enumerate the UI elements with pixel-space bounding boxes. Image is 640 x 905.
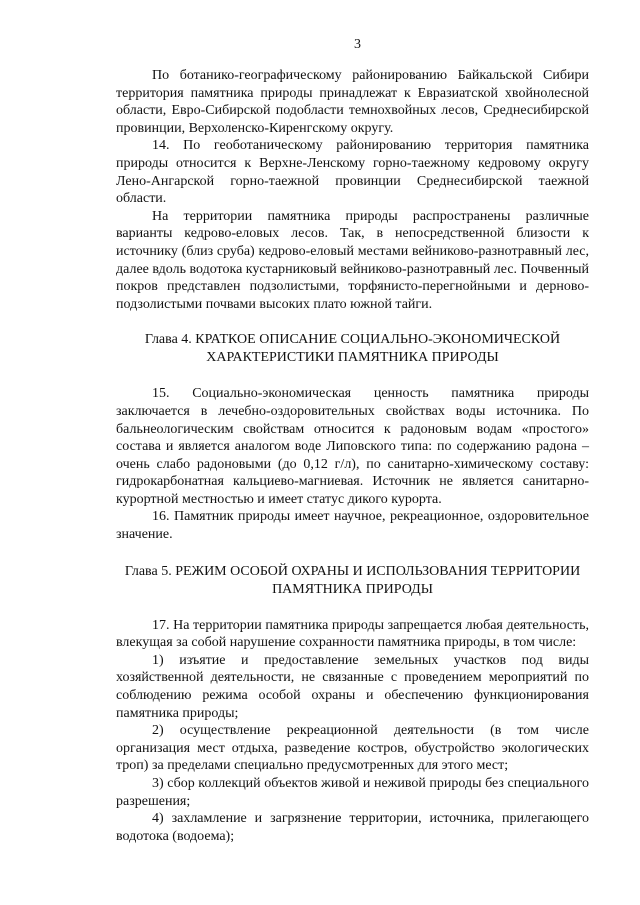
list-item-3: 3) сбор коллекций объектов живой и неживой природы без специального разрешения;: [116, 776, 589, 809]
chapter-5: [116, 563, 589, 846]
paragraph-vegetation: На территории памятника природы распространены различные варианты кедрово-еловых лесов. Так, в непосредственной близости к источнику (близ сруба) кедрово-еловый местами вейниково-разнотравный лес, далее вдоль водотока кустарниковый вейниково-разнотравный лес. Почвенный покров представлен подзолистыми, торфянисто-перегнойными и дерново-подзолистыми почвами высоких плато южной тайги.: [116, 208, 589, 312]
list-item-4: 4) захламление и загрязнение территории, источника, прилегающего водотока (водоема);: [116, 811, 589, 844]
intro-section: [116, 67, 589, 313]
list-item-2: 2) осуществление рекреационной деятельности (в том числе организация мест отдыха, разведение костров, обустройство экологических троп) за пределами специально предусмотренных для этого мест;: [116, 723, 589, 774]
page-number: 3: [354, 37, 361, 52]
chapter-4: [116, 331, 589, 543]
chapter-5-title-line-1: Глава 5. РЕЖИМ ОСОБОЙ ОХРАНЫ И ИСПОЛЬЗОВАНИЯ ТЕРРИТОРИИ: [124, 563, 581, 579]
chapter-4-title-line-1: Глава 4. КРАТКОЕ ОПИСАНИЕ СОЦИАЛЬНО-ЭКОНОМИЧЕСКОЙ: [144, 332, 561, 348]
paragraph-14-geobotanical: 14. По геоботаническому районированию территория памятника природы относится к Верхне-Ленскому горно-таежному кедровому округу Лено-Ангарской горно-таежной провинции Среднесибирской таежной области.: [116, 138, 589, 207]
list-item-1: 1) изъятие и предоставление земельных участков под виды хозяйственной деятельности, не связанные с проведением мероприятий по соблюдению режима особой охраны и обеспечению функционирования памятника природы;: [116, 652, 589, 721]
paragraph-botanical-zoning: По ботанико-географическому районированию Байкальской Сибири территория памятника природы принадлежат к Евразиатской хвойнолесной области, Евро-Сибирской подобласти темнохвойных лесов, Среднесибирской провинции, Верхоленско-Киренгскому округу.: [116, 68, 589, 136]
paragraph-15: 15. Социально-экономическая ценность памятника природы заключается в лечебно-оздоровительных свойствах воды источника. По бальнеологическим свойствам относится к радоновым водам «простого» состава и является аналогом воде Липовского типа: по содержанию радона – очень слабо радоновыми (до 0,12 г/л), по санитарно-химическому составу: гидрокарбонатная кальциево-магниевая. Источник не является санитарно-курортной местностью и имеет статус дикого курорта.: [116, 386, 589, 507]
chapter-4-title-line-2: ХАРАКТЕРИСТИКИ ПАМЯТНИКА ПРИРОДЫ: [206, 350, 499, 366]
chapter-5-title-line-2: ПАМЯТНИКА ПРИРОДЫ: [272, 581, 433, 597]
paragraph-16: 16. Памятник природы имеет научное, рекреационное, оздоровительное значение.: [116, 509, 589, 543]
paragraph-17: 17. На территории памятника природы запрещается любая деятельность, влекущая за собой нарушение сохранности памятника природы, в том числе:: [116, 617, 589, 651]
